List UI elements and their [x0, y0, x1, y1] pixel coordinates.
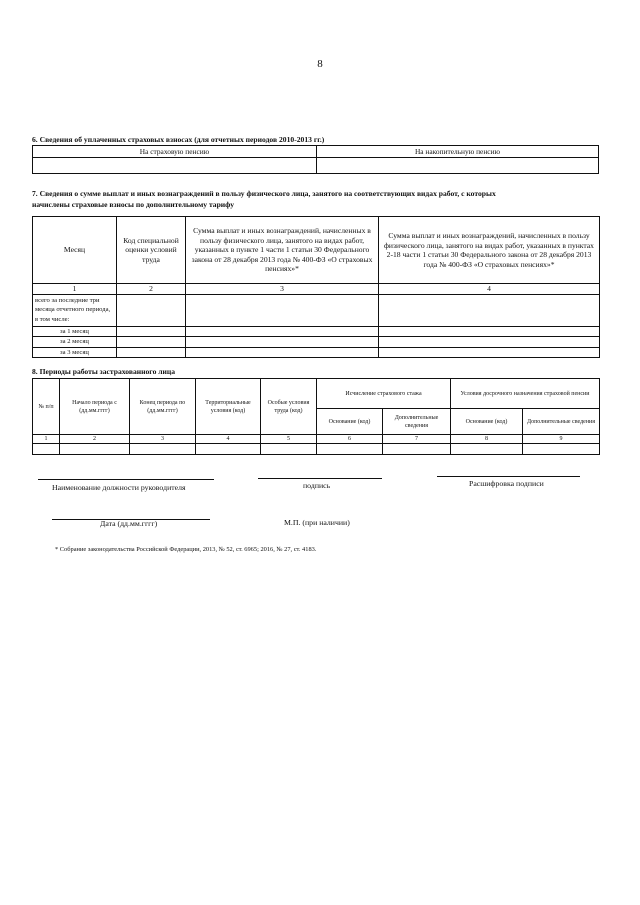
section8-cell[interactable]: [261, 444, 317, 455]
section8-col-number: 1: [33, 435, 60, 444]
section7-table: [32, 216, 600, 358]
section7-row-label-month1: за 1 месяц: [33, 326, 117, 337]
section7-cell[interactable]: [379, 337, 600, 348]
decoding-line[interactable]: [437, 476, 580, 477]
section7-header-sum-p1: Сумма выплат и иных вознаграждений, начисленных в пользу физического лица, занятого на видах работ, указанных в пункте 1 части 1 статьи 30 Федерального закона от 28 декабря 2013 года № 400-ФЗ «О страховых пенсиях»*: [186, 217, 379, 284]
signature-line[interactable]: [258, 478, 382, 479]
section7-header-code: Код специальной оценки условий труда: [117, 217, 186, 284]
section8-col-number: 7: [383, 435, 451, 444]
section7-cell[interactable]: [117, 294, 186, 326]
section7-col-number: 3: [186, 284, 379, 295]
section8-cell[interactable]: [60, 444, 130, 455]
section7-header-month: Месяц: [33, 217, 117, 284]
section7-title-line2: начислены страховые взносы по дополнительному тарифу: [32, 200, 235, 209]
section7-cell[interactable]: [186, 294, 379, 326]
section8-cell[interactable]: [317, 444, 383, 455]
section7-cell[interactable]: [186, 337, 379, 348]
section7-title-line1: 7. Сведения о сумме выплат и иных вознаграждений в пользу физического лица, занятого на соответствующих видах работ, с которых: [32, 189, 496, 198]
section8-cell[interactable]: [33, 444, 60, 455]
section7-cell[interactable]: [186, 326, 379, 337]
section7-cell[interactable]: [186, 347, 379, 358]
section8-header-early-group: Условия досрочного назначения страховой пенсии: [451, 379, 600, 409]
section8-col-number: 5: [261, 435, 317, 444]
section8-table: [32, 378, 600, 455]
section8-cell[interactable]: [130, 444, 196, 455]
section7-cell[interactable]: [117, 326, 186, 337]
section7-row-label-month2: за 2 месяц: [33, 337, 117, 348]
footnote: * Собрание законодательства Российской Федерации, 2013, № 52, ст. 6965; 2016, № 27, ст. 4183.: [55, 546, 317, 553]
section8-col-number: 3: [130, 435, 196, 444]
section8-col-number: 9: [523, 435, 600, 444]
section8-col-number: 6: [317, 435, 383, 444]
section7-cell[interactable]: [117, 337, 186, 348]
section8-cell[interactable]: [383, 444, 451, 455]
section6-title: 6. Сведения об уплаченных страховых взносах (для отчетных периодов 2010-2013 гг.): [32, 135, 325, 144]
section8-cell[interactable]: [523, 444, 600, 455]
section6-header-savings: На накопительную пенсию: [317, 146, 599, 158]
section6-cell-insurance[interactable]: [33, 158, 317, 174]
section7-cell[interactable]: [379, 294, 600, 326]
section7-col-number: 1: [33, 284, 117, 295]
section6-table: [32, 145, 599, 174]
section8-header-calc-basis: Основание (код): [317, 409, 383, 435]
section8-col-number: 4: [196, 435, 261, 444]
section8-header-early-extra: Дополнительные сведения: [523, 409, 600, 435]
section8-header-calc-group: Исчисление страхового стажа: [317, 379, 451, 409]
section8-header-territorial: Территориальные условия (код): [196, 379, 261, 435]
section6-cell-savings[interactable]: [317, 158, 599, 174]
section7-cell[interactable]: [379, 326, 600, 337]
date-caption: Дата (дд.мм.гггг): [100, 519, 158, 528]
section8-header-start: Начало периода с (дд.мм.гггг): [60, 379, 130, 435]
stamp-caption: М.П. (при наличии): [284, 518, 350, 527]
section7-row-label-month3: за 3 месяц: [33, 347, 117, 358]
section8-header-special: Особые условия труда (код): [261, 379, 317, 435]
section7-col-number: 4: [379, 284, 600, 295]
signature-caption: подпись: [303, 481, 331, 490]
section8-title: 8. Периоды работы застрахованного лица: [32, 367, 176, 376]
section7-cell[interactable]: [117, 347, 186, 358]
section7-cell[interactable]: [379, 347, 600, 358]
position-caption: Наименование должности руководителя: [52, 483, 186, 492]
section8-col-number: 2: [60, 435, 130, 444]
section8-header-num: № п/п: [33, 379, 60, 435]
section8-cell[interactable]: [451, 444, 523, 455]
section7-header-sum-p2-18: Сумма выплат и иных вознаграждений, начисленных в пользу физического лица, занятого на видах работ, указанных в пунктах 2-18 части 1 статьи 30 Федерального закона от 28 декабря 2013 года № 400-ФЗ «О страховых пенсиях»*: [379, 217, 600, 284]
position-line[interactable]: [38, 479, 214, 480]
section8-col-number: 8: [451, 435, 523, 444]
section7-col-number: 2: [117, 284, 186, 295]
section8-header-calc-extra: Дополнительные сведения: [383, 409, 451, 435]
decoding-caption: Расшифровка подписи: [469, 479, 544, 488]
section8-cell[interactable]: [196, 444, 261, 455]
section6-header-insurance: На страховую пенсию: [33, 146, 317, 158]
section7-row-label-total: всего за последние три месяца отчетного периода, в том числе:: [33, 294, 117, 326]
section8-header-early-basis: Основание (код): [451, 409, 523, 435]
page-number: 8: [317, 58, 323, 70]
section8-header-end: Конец периода по (дд.мм.гггг): [130, 379, 196, 435]
